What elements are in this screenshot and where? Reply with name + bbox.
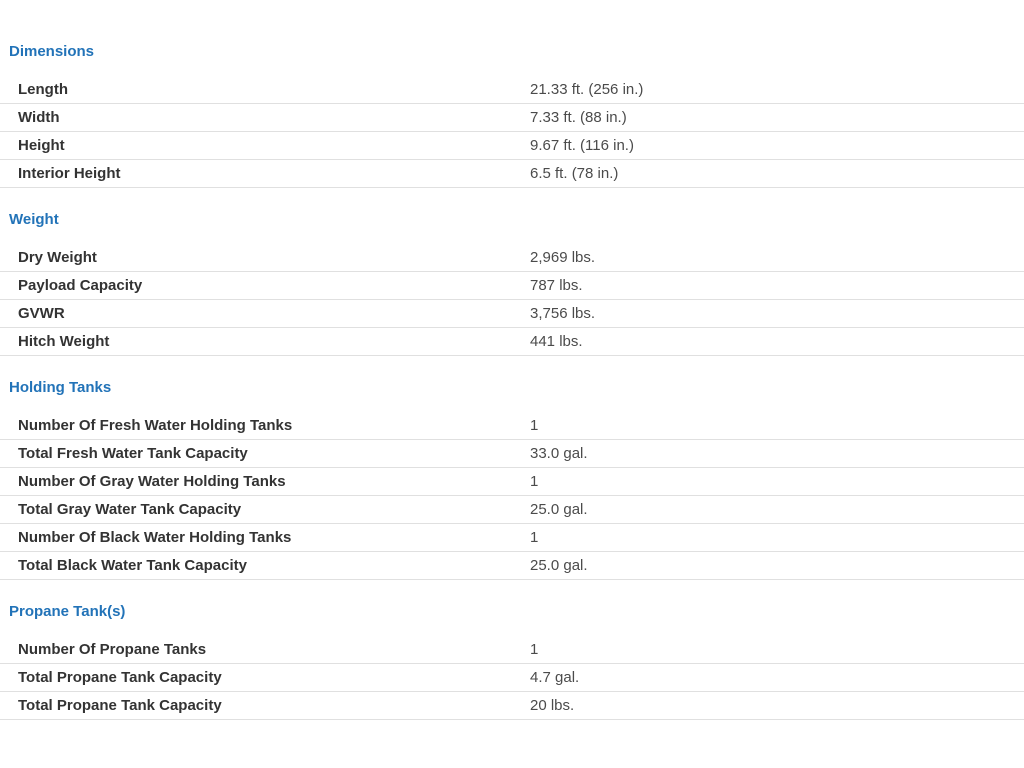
spec-label: Number Of Propane Tanks: [18, 641, 207, 658]
spec-label: Number Of Fresh Water Holding Tanks: [18, 417, 293, 434]
spec-value: 6.5 ft. (78 in.): [530, 165, 619, 182]
spec-label: Total Black Water Tank Capacity: [18, 557, 247, 574]
spec-value: 787 lbs.: [530, 277, 583, 294]
spec-row: [0, 496, 1024, 524]
spec-value: 1: [530, 417, 539, 434]
spec-section: [0, 42, 1024, 188]
section-rows: [0, 636, 1024, 720]
spec-section: [0, 602, 1024, 720]
spec-row: [0, 468, 1024, 496]
spec-row: [0, 692, 1024, 720]
spec-row: [0, 244, 1024, 272]
spec-label: Total Gray Water Tank Capacity: [18, 501, 242, 518]
spec-value: 21.33 ft. (256 in.): [530, 81, 644, 98]
spec-value: 25.0 gal.: [530, 557, 588, 574]
section-rows: [0, 76, 1024, 188]
spec-row: [0, 300, 1024, 328]
spec-section: [0, 378, 1024, 580]
spec-section: [0, 210, 1024, 356]
spec-label: Height: [18, 137, 65, 154]
spec-row: [0, 524, 1024, 552]
section-rows: [0, 244, 1024, 356]
spec-value: 4.7 gal.: [530, 669, 580, 686]
spec-row: [0, 272, 1024, 300]
spec-row: [0, 636, 1024, 664]
spec-label: Total Propane Tank Capacity: [18, 669, 222, 686]
spec-row: [0, 76, 1024, 104]
spec-value: 1: [530, 529, 539, 546]
spec-label: Hitch Weight: [18, 333, 110, 350]
spec-label: Total Fresh Water Tank Capacity: [18, 445, 248, 462]
spec-label: Number Of Black Water Holding Tanks: [18, 529, 292, 546]
section-title: Dimensions: [9, 43, 95, 60]
spec-value: 9.67 ft. (116 in.): [530, 137, 634, 154]
section-rows: [0, 412, 1024, 580]
spec-row: [0, 440, 1024, 468]
spec-label: Number Of Gray Water Holding Tanks: [18, 473, 286, 490]
section-title: Propane Tank(s): [9, 603, 126, 620]
spec-value: 7.33 ft. (88 in.): [530, 109, 627, 126]
spec-label: Interior Height: [18, 165, 121, 182]
spec-value: 1: [530, 473, 539, 490]
spec-value: 2,969 lbs.: [530, 249, 596, 266]
spec-value: 20 lbs.: [530, 697, 575, 714]
spec-label: Payload Capacity: [18, 277, 143, 294]
spec-label: Length: [18, 81, 68, 98]
spec-value: 3,756 lbs.: [530, 305, 596, 322]
spec-row: [0, 132, 1024, 160]
spec-row: [0, 328, 1024, 356]
section-title: Weight: [9, 211, 59, 228]
spec-value: 33.0 gal.: [530, 445, 588, 462]
spec-label: GVWR: [18, 305, 65, 322]
section-title: Holding Tanks: [9, 379, 112, 396]
spec-value: 25.0 gal.: [530, 501, 588, 518]
spec-row: [0, 104, 1024, 132]
spec-row: [0, 552, 1024, 580]
spec-row: [0, 160, 1024, 188]
spec-row: [0, 664, 1024, 692]
spec-label: Dry Weight: [18, 249, 97, 266]
spec-label: Total Propane Tank Capacity: [18, 697, 222, 714]
spec-row: [0, 412, 1024, 440]
spec-label: Width: [18, 109, 60, 126]
spec-value: 1: [530, 641, 539, 658]
spec-value: 441 lbs.: [530, 333, 583, 350]
